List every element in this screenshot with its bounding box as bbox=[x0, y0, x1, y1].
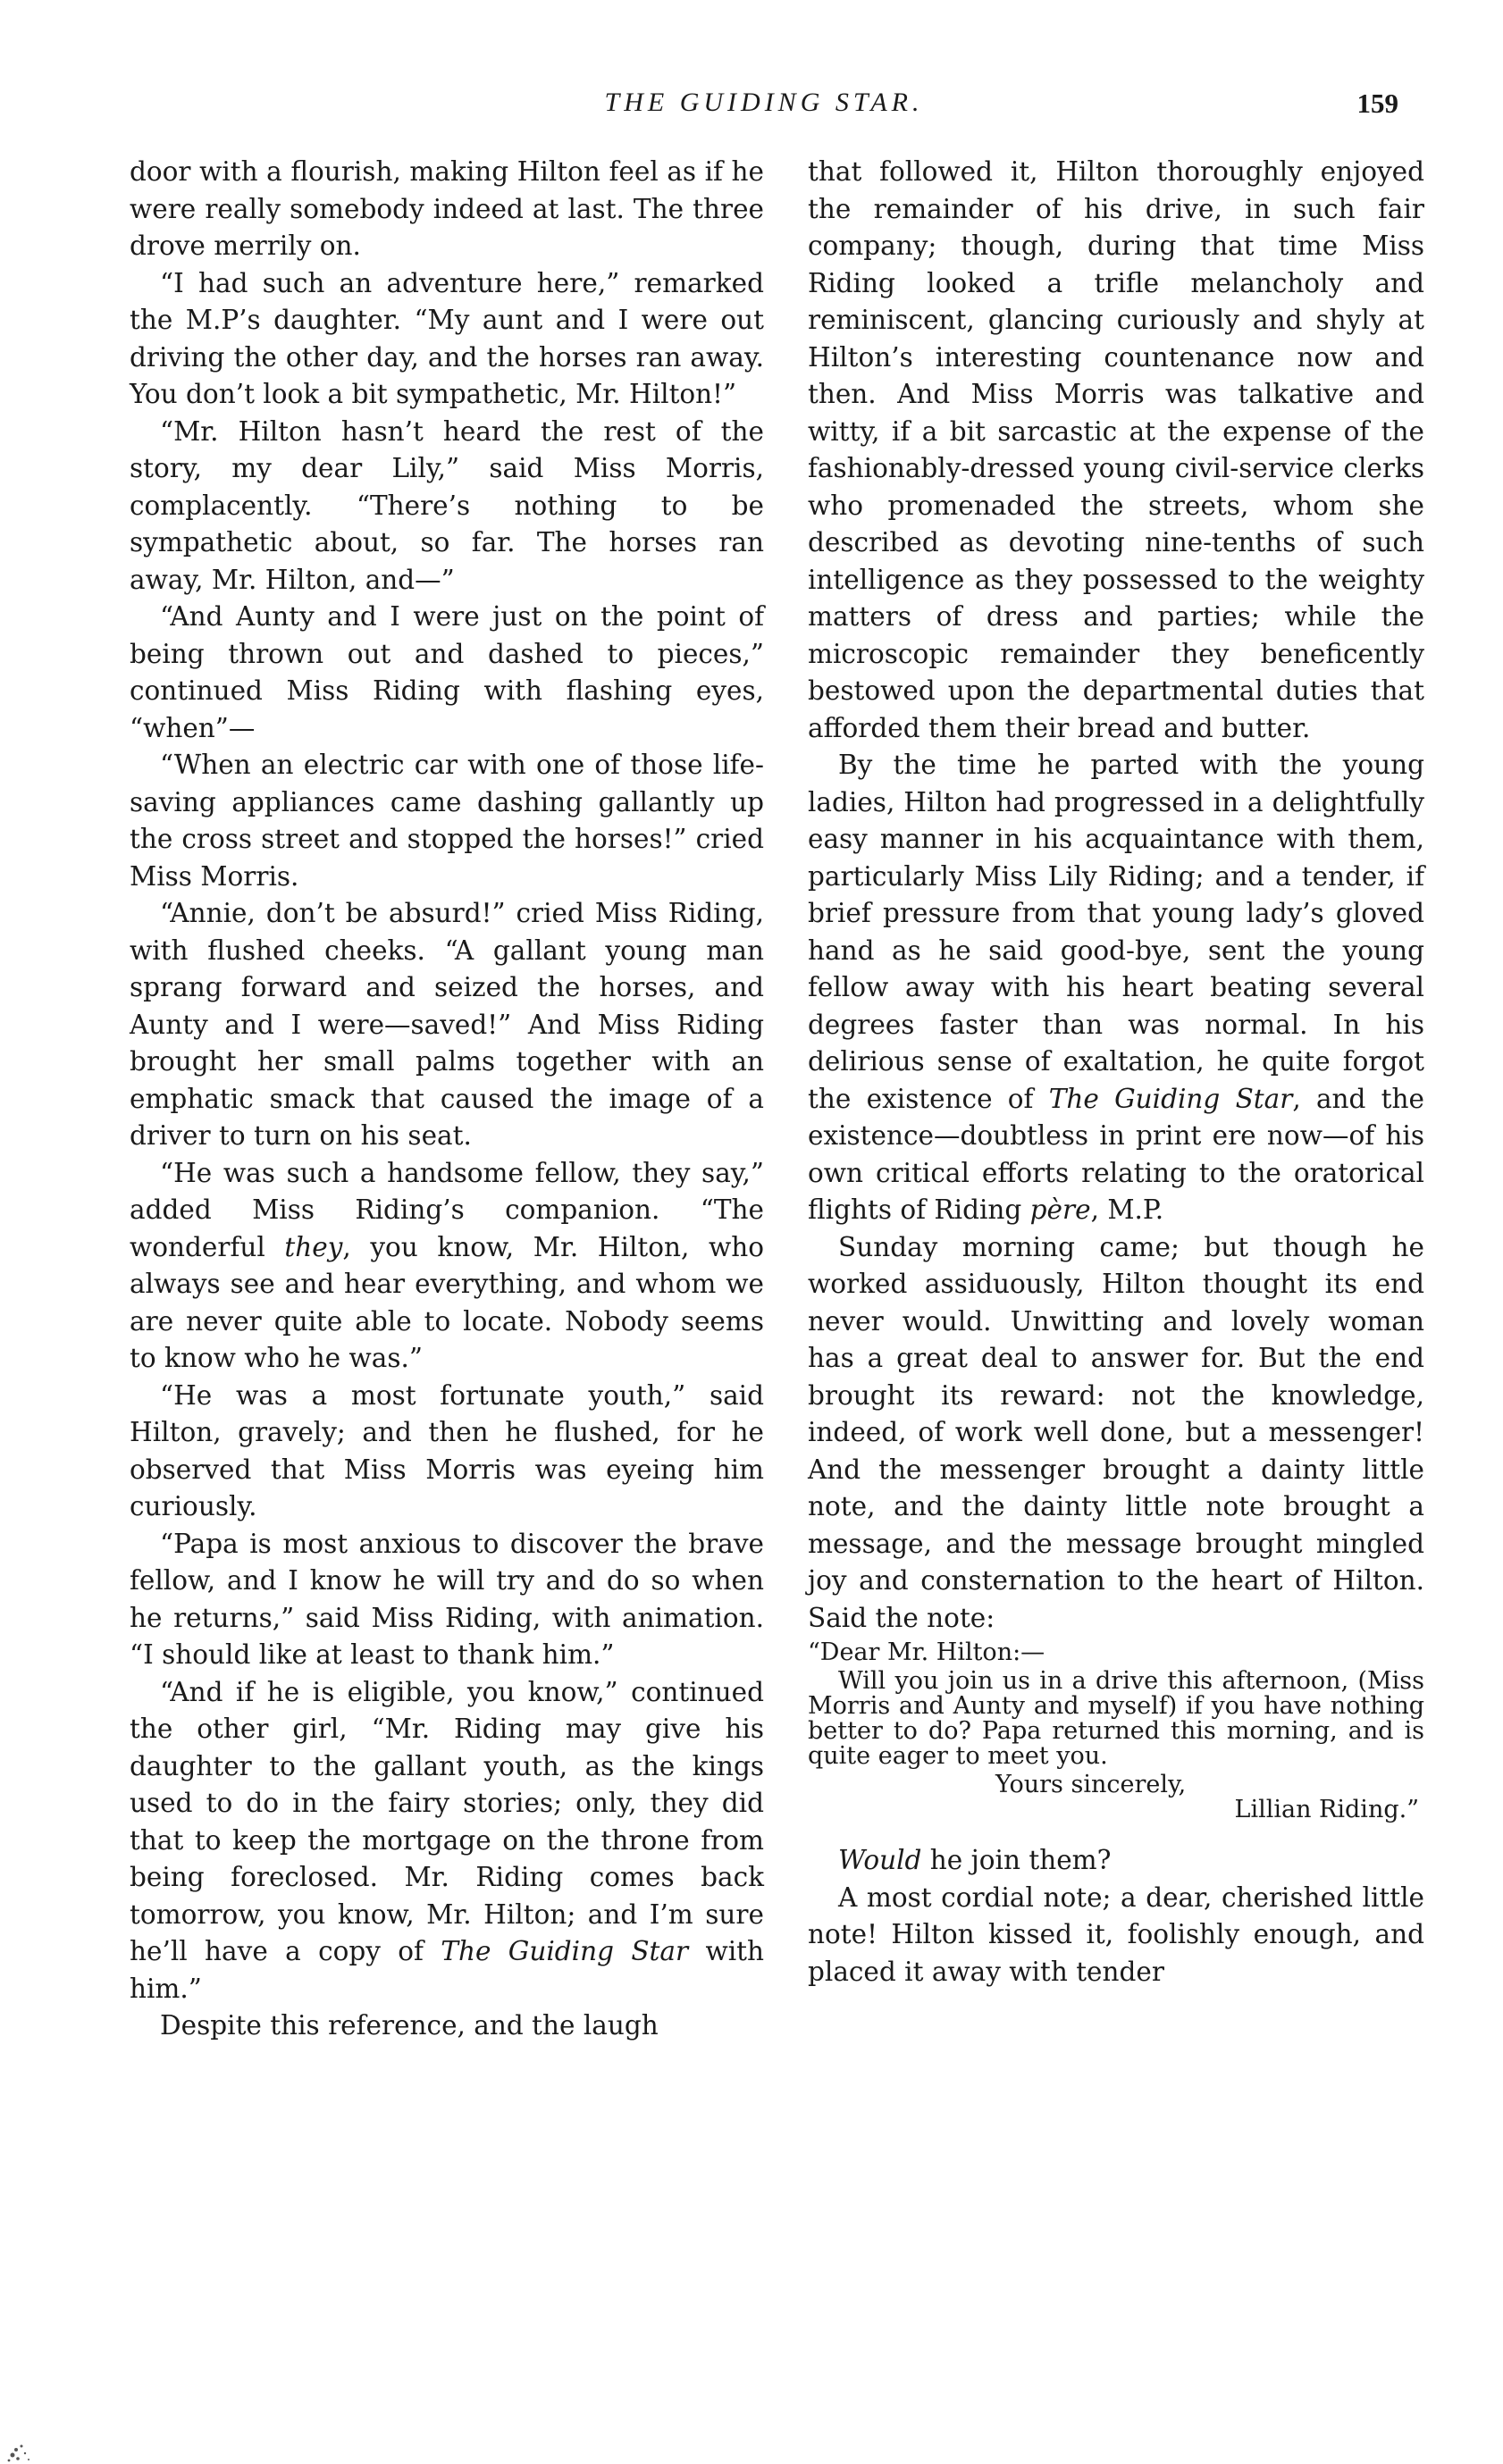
paragraph: that followed it, Hilton thoroughly enjoyed the remainder of his drive, in such fair company; though, during that time Miss Riding looked a trifle melancholy and reminiscent, glancing curiously and shyly at Hilton’s interesting countenance now and then. And Miss Morris was talkative and witty, if a bit sarcastic at the expense of the fashionably-dressed young civil-service clerks who promenaded the streets, whom she described as devoting nine-tenths of such intelligence as they possessed to the weighty matters of dress and parties; while the microscopic remainder they beneficently bestowed upon the departmental duties that afforded them their bread and butter. bbox=[808, 156, 1424, 743]
paragraph: “And if he is eligible, you know,” continued the other girl, “Mr. Riding may give his daughter to the gallant youth, as the kings used to do in the fairy stories; only, they did that to keep the mortgage on the throne from being foreclosed. Mr. Riding comes back tomorrow, you know, Mr. Hilton; and I’m sure he’ll have a copy of The Guiding Star with him.” bbox=[130, 1676, 765, 2004]
letter-salutation: “Dear Mr. Hilton:— bbox=[808, 1638, 1045, 1666]
paragraph: “Annie, don’t be absurd!” cried Miss Riding, with flushed cheeks. “A gallant young man sprang forward and seized the horses, and Aunty and I were—saved!” And Miss Riding brought her small palms together with an emphatic smack that caused the image of a driver to turn on his seat. bbox=[130, 898, 764, 1151]
left-column bbox=[130, 154, 764, 2045]
paragraph: “And Aunty and I were just on the point of being thrown out and dashed to pieces,” continued Miss Riding with flashing eyes, “when”— bbox=[130, 601, 764, 743]
paragraph: “When an electric car with one of those life-saving appliances came dashing gallantly up the cross street and stopped the horses!” cried Miss Morris. bbox=[130, 750, 764, 892]
paragraph: A most cordial note; a dear, cherished little note! Hilton kissed it, foolishly enough, and placed it away with tender bbox=[808, 1882, 1424, 1987]
paragraph: “Papa is most anxious to discover the brave fellow, and I know he will try and do so when he returns,” said Miss Riding, with animation. “I should like at least to thank him.” bbox=[130, 1528, 764, 1670]
paragraph: Would he join them? bbox=[838, 1845, 1112, 1875]
running-head bbox=[130, 88, 1398, 132]
letter-signature: Lillian Riding.” bbox=[1234, 1796, 1419, 1823]
page-number: 159 bbox=[1356, 88, 1398, 119]
paragraph: Despite this reference, and the laugh bbox=[160, 2010, 659, 2041]
paragraph: “I had such an adventure here,” remarked the M.P’s daughter. “My aunt and I were out driving the other day, and the horses ran away. You don’t look a bit sympathetic, Mr. Hilton!” bbox=[130, 267, 764, 409]
paragraph: “He was a most fortunate youth,” said Hilton, gravely; and then he flushed, for he observed that Miss Morris was eyeing him curiously. bbox=[130, 1379, 764, 1521]
letter-body: Will you join us in a drive this afternoon, (Miss Morris and Aunty and myself) if you have nothing better to do? Papa returned this morning, and is quite eager to meet you. bbox=[808, 1667, 1424, 1770]
paragraph: Sunday morning came; but though he worked assiduously, Hilton thought its end never would. Unwitting and lovely woman has a great deal to answer for. But the end brought its reward: not the knowledge, indeed, of work well done, but a messenger! And the messenger brought a dainty little note, and the dainty little note brought a message, and the message brought mingled joy and consternation to the heart of Hilton. Said the note: bbox=[808, 1231, 1424, 1633]
quoted-letter bbox=[808, 1640, 1424, 1823]
paragraph: “He was such a handsome fellow, they say,” added Miss Riding’s companion. “The wonderful they, you know, Mr. Hilton, who always see and hear everything, and whom we are never quite able to locate. Nobody seems to know who he was.” bbox=[130, 1157, 764, 1373]
running-title: THE GUIDING STAR. bbox=[604, 88, 924, 117]
paragraph: By the time he parted with the young ladies, Hilton had progressed in a delightfully easy manner in his acquaintance with them, particularly Miss Lily Riding; and a tender, if brief pressure from that young lady’s gloved hand as he said good-bye, sent the young fellow away with his heart beating several degrees faster than was normal. In his delirious sense of exaltation, he quite forgot the existence of The Guiding Star, and the existence—doubtless in print ere now—of his own critical efforts relating to the oratorical flights of Riding père, M.P. bbox=[808, 750, 1424, 1225]
letter-closing: Yours sincerely, bbox=[995, 1771, 1187, 1798]
paragraph: door with a flourish, making Hilton feel as if he were really somebody indeed at last. The three drove merrily on. bbox=[130, 156, 764, 261]
paragraph: “Mr. Hilton hasn’t heard the rest of the story, my dear Lily,” said Miss Morris, complacently. “There’s nothing to be sympathetic about, so far. The horses ran away, Mr. Hilton, and—” bbox=[130, 415, 764, 595]
scan-speckle-mark bbox=[0, 2410, 71, 2464]
right-column bbox=[808, 154, 1424, 1990]
